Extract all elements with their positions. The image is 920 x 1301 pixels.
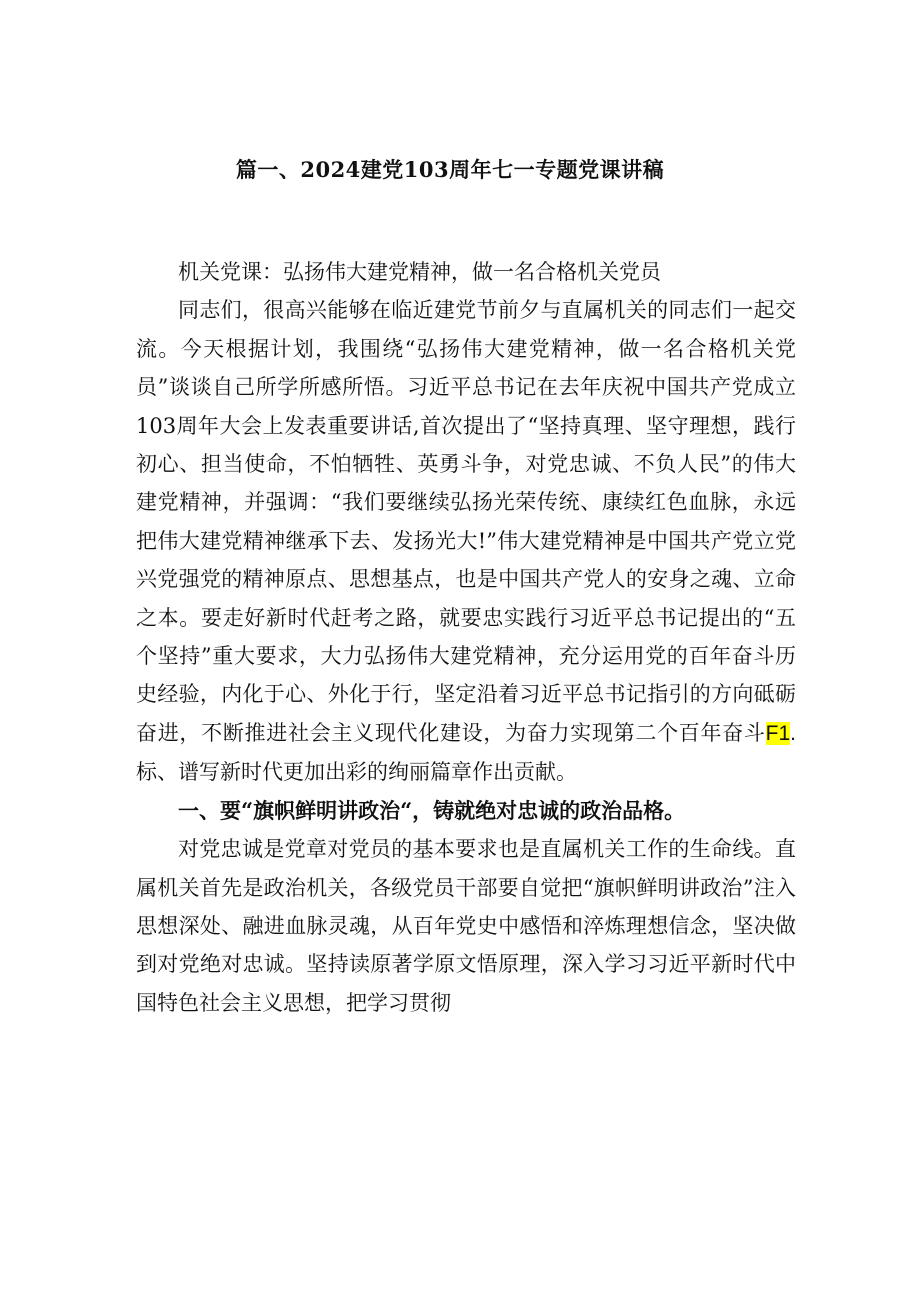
paragraph-section-1: 对党忠诚是党章对党员的基本要求也是直属机关工作的生命线。直属机关首先是政治机关，各级党员干部要自觉把“旗帜鲜明讲政治”注入思想深处、融进血脉灵魂，从百年党史中感悟和淬炼理想信念，坚决做到对党绝对忠诚。坚持读原著学原文悟原理，深入学习习近平新时代中国特色社会主义思想，把学习贯彻	[136, 837, 796, 1015]
document-body	[136, 253, 796, 1022]
stray-mark: .	[790, 721, 796, 745]
paragraph-intro-text: 同志们，很高兴能够在临近建党节前夕与直属机关的同志们一起交流。今天根据计划，我围绕“弘扬伟大建党精神，做一名合格机关党员”谈谈自己所学所感所悟。习近平总书记在去年庆祝中国共产党成立103周年大会上发表重要讲话,首次提出了“坚持真理、坚守理想，践行初心、担当使命，不怕牺牲、英勇斗争，对党忠诚、不负人民”的伟大建党精神，并强调：“我们要继续弘扬光荣传统、康续红色血脉，永远把伟大建党精神继承下去、发扬光大!”伟大建党精神是中国共产党立党兴党强党的精神原点、思想基点，也是中国共产党人的安身之魂、立命之本。要走好新时代赶考之路，就要忠实践行习近平总书记提出的“五个坚持”重大要求，大力弘扬伟大建党精神，充分运用党的百年奋斗历史经验，内化于心、外化于行，坚定沿着习近平总书记指引的方向砥砺奋进，不断推进社会主义现代化建设，为奋力实现第二个百年奋斗	[136, 298, 796, 745]
highlighted-text: F1	[765, 721, 791, 745]
paragraph-intro	[136, 291, 796, 791]
section-heading-1: 一、要“旗帜鲜明讲政治“，铸就绝对忠诚的政治品格。	[178, 797, 686, 823]
document-title: 篇一、2024建党103周年七一专题党课讲稿	[235, 157, 665, 182]
paragraph-intro-end: 标、谱写新时代更加出彩的绚丽篇章作出贡献。	[136, 760, 577, 785]
document-subtitle: 机关党课：弘扬伟大建党精神，做一名合格机关党员	[178, 260, 661, 284]
